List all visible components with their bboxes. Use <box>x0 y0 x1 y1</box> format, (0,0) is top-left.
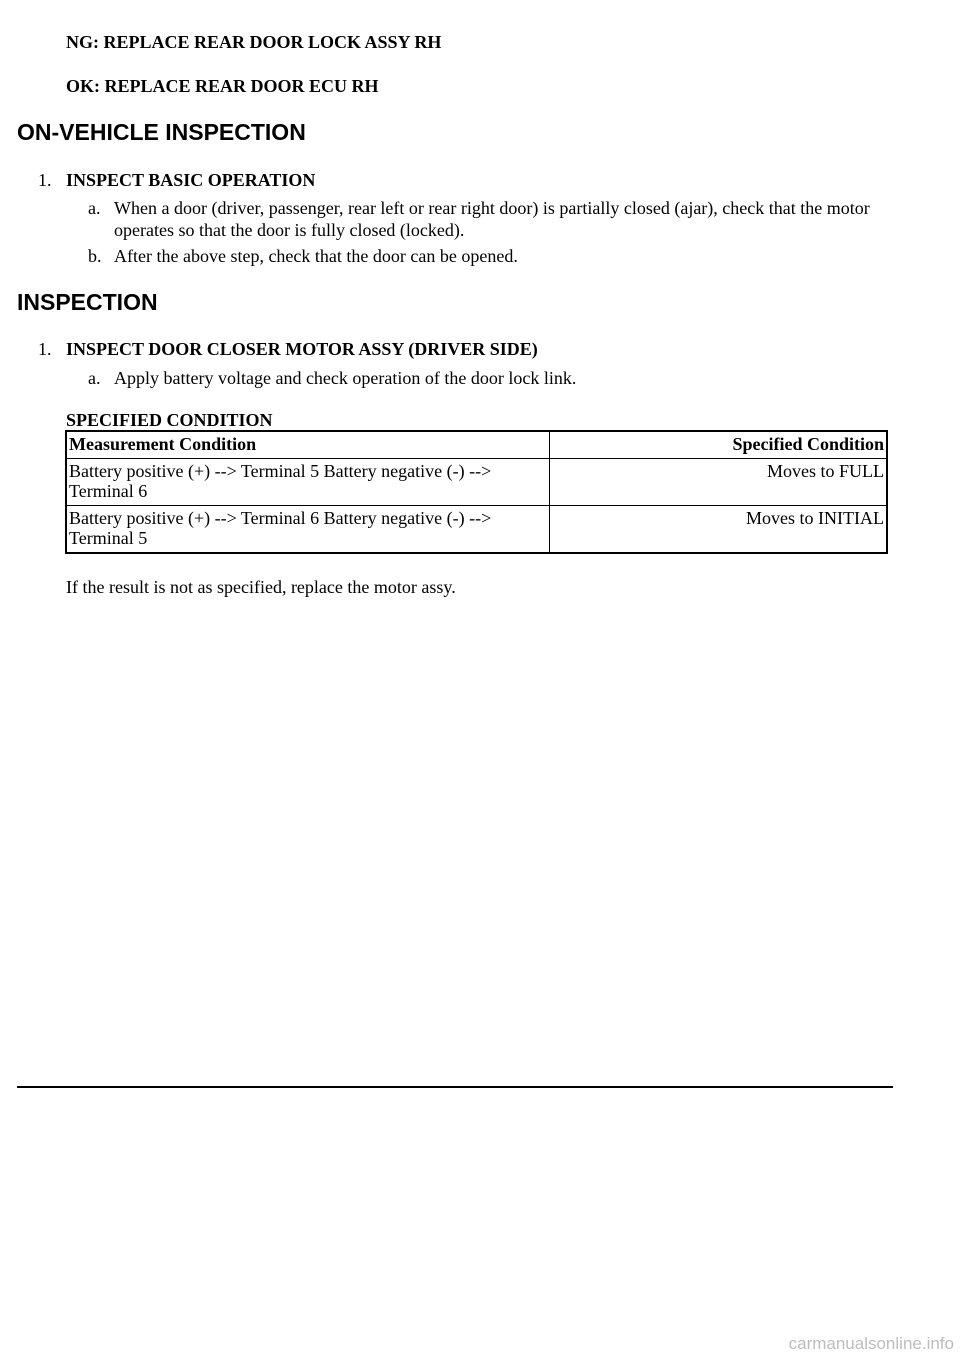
table-cell-specified: Moves to FULL <box>550 459 887 506</box>
table-row <box>66 459 887 506</box>
substep-b <box>88 245 888 267</box>
step-number: 1. <box>38 339 52 359</box>
step-title: INSPECT DOOR CLOSER MOTOR ASSY (DRIVER SIDE) <box>66 339 538 359</box>
result-ok: OK: REPLACE REAR DOOR ECU RH <box>66 76 379 96</box>
section-heading-inspection: INSPECTION <box>17 289 158 315</box>
result-ng: NG: REPLACE REAR DOOR LOCK ASSY RH <box>66 32 442 52</box>
substep-a <box>88 197 888 241</box>
substep-text: When a door (driver, passenger, rear left or rear right door) is partially closed (ajar), check that the motor operates so that the door is fully closed (locked). <box>114 198 870 240</box>
watermark-text: carmanualsonline.info <box>788 1334 954 1353</box>
substep-a <box>88 367 888 389</box>
table-header-row <box>66 431 887 459</box>
step-title: INSPECT BASIC OPERATION <box>66 170 316 190</box>
substep-letter: a. <box>88 368 101 388</box>
substep-text: After the above step, check that the door can be opened. <box>114 246 518 266</box>
substep-letter: b. <box>88 246 102 266</box>
table-cell-measurement: Battery positive (+) --> Terminal 6 Battery negative (-) --> Terminal 5 <box>66 506 550 554</box>
substep-letter: a. <box>88 198 101 218</box>
table-cell-measurement: Battery positive (+) --> Terminal 5 Battery negative (-) --> Terminal 6 <box>66 459 550 506</box>
section-heading-on-vehicle-inspection: ON-VEHICLE INSPECTION <box>17 119 306 145</box>
step-number: 1. <box>38 170 52 190</box>
result-note: If the result is not as specified, replace the motor assy. <box>66 577 456 597</box>
table-row <box>66 506 887 554</box>
specified-condition-table <box>65 430 888 554</box>
footer-divider <box>17 1086 893 1088</box>
table-header-specified-condition: Specified Condition <box>550 431 887 459</box>
step-inspect-basic-operation <box>38 169 315 191</box>
table-cell-specified: Moves to INITIAL <box>550 506 887 554</box>
specified-condition-label: SPECIFIED CONDITION <box>66 410 273 430</box>
table-header-measurement-condition: Measurement Condition <box>66 431 550 459</box>
substep-text: Apply battery voltage and check operation of the door lock link. <box>114 368 577 388</box>
step-inspect-door-closer-motor <box>38 338 538 360</box>
